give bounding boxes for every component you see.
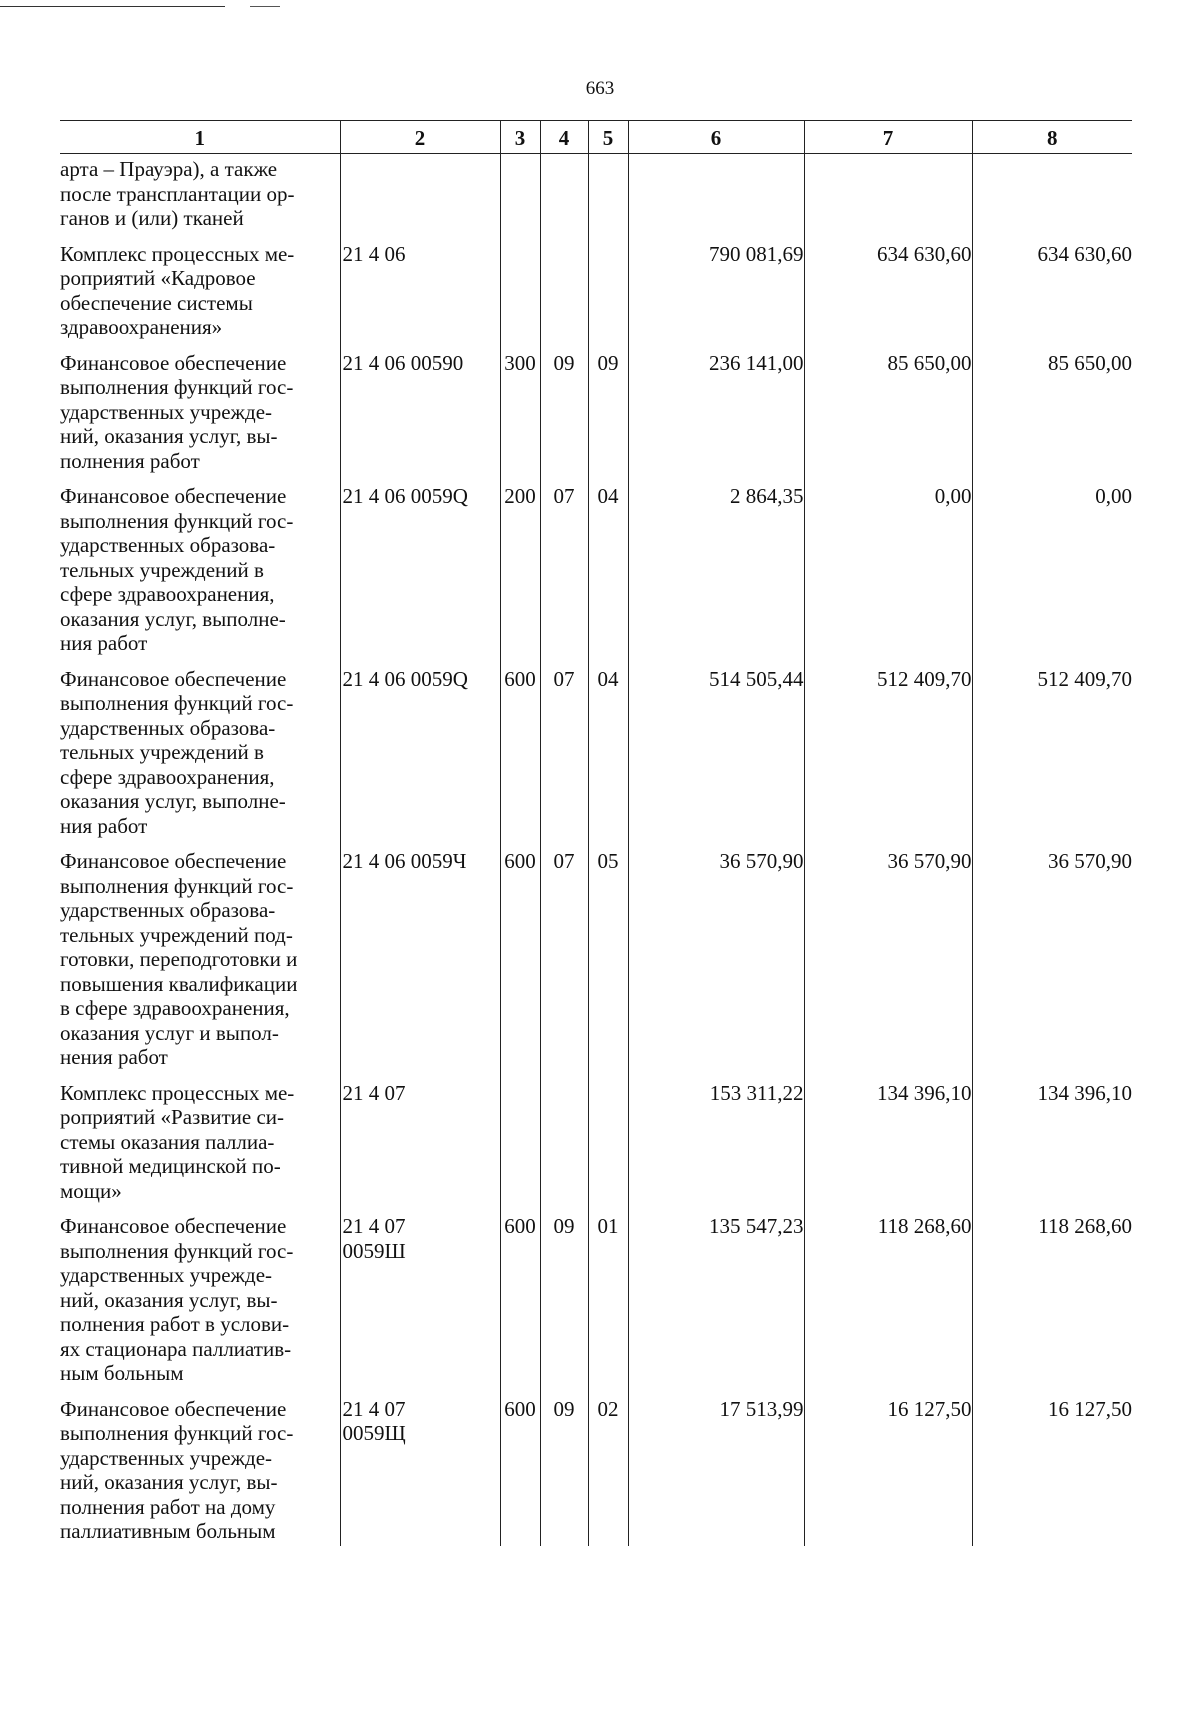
row-col5: 05 (588, 846, 628, 1078)
description-line: ным больным (60, 1361, 184, 1385)
row-col5: 04 (588, 664, 628, 847)
row-col7: 0,00 (804, 481, 972, 664)
row-col4: 07 (540, 846, 588, 1078)
row-code (340, 1211, 500, 1394)
description-line: оказания услуг, выполне- (60, 789, 286, 813)
table-row (60, 1394, 1132, 1546)
row-code (340, 481, 500, 664)
description-line: ния работ (60, 813, 148, 838)
row-col7: 36 570,90 (804, 846, 972, 1078)
row-col3: 200 (500, 481, 540, 664)
top-rule-short (250, 6, 280, 7)
column-header-6: 6 (628, 121, 804, 154)
description-line: Финансовое обеспечение (60, 666, 287, 691)
row-description (60, 348, 340, 482)
description-line: Комплекс процессных ме- (60, 1080, 295, 1105)
description-line: ния работ (60, 631, 148, 655)
description-line: в сфере здравоохранения, (60, 996, 290, 1020)
row-col4: 09 (540, 1211, 588, 1394)
row-col3: 600 (500, 846, 540, 1078)
row-col8: 16 127,50 (972, 1394, 1132, 1546)
row-col6: 153 311,22 (628, 1078, 804, 1212)
description-line: ударственных образова- (60, 533, 276, 557)
row-col4: 07 (540, 481, 588, 664)
description-line: тельных учреждений в (60, 557, 264, 582)
row-col3 (500, 154, 540, 239)
table-row (60, 239, 1132, 348)
row-col5: 02 (588, 1394, 628, 1546)
row-col4: 09 (540, 1394, 588, 1546)
description-line: ях стационара паллиатив- (60, 1336, 292, 1361)
code-line: 21 4 06 (342, 241, 406, 266)
row-col5: 04 (588, 481, 628, 664)
column-header-4: 4 (540, 121, 588, 154)
description-line: ний, оказания услуг, вы- (60, 424, 278, 448)
description-line: ний, оказания услуг, вы- (60, 1470, 278, 1494)
page-number: 663 (585, 78, 615, 99)
row-col6: 514 505,44 (628, 664, 804, 847)
row-description (60, 846, 340, 1078)
description-line: стемы оказания паллиа- (60, 1129, 275, 1154)
row-col8: 634 630,60 (972, 239, 1132, 348)
row-description (60, 1211, 340, 1394)
description-line: выполнения функций гос- (60, 873, 294, 898)
column-header-7: 7 (804, 121, 972, 154)
description-line: повышения квалификации (60, 971, 298, 996)
description-line: тельных учреждений в (60, 740, 264, 764)
description-line: тельных учреждений под- (60, 922, 293, 947)
code-line: 21 4 06 00590 (342, 350, 464, 375)
row-description (60, 1078, 340, 1212)
row-col6: 236 141,00 (628, 348, 804, 482)
column-header-1: 1 (60, 121, 340, 154)
description-line: выполнения функций гос- (60, 508, 294, 533)
description-line: тивной медицинской по- (60, 1154, 281, 1178)
row-col5: 09 (588, 348, 628, 482)
row-col4: 07 (540, 664, 588, 847)
row-col6: 2 864,35 (628, 481, 804, 664)
description-line: Комплекс процессных ме- (60, 241, 295, 266)
row-col8: 134 396,10 (972, 1078, 1132, 1212)
row-col4 (540, 154, 588, 239)
code-line: 0059Щ (342, 1421, 406, 1445)
row-col5 (588, 154, 628, 239)
row-description (60, 239, 340, 348)
row-col4 (540, 1078, 588, 1212)
description-line: полнения работ на дому (60, 1494, 276, 1519)
description-line: выполнения функций гос- (60, 1238, 294, 1263)
row-col6: 790 081,69 (628, 239, 804, 348)
column-header-2: 2 (340, 121, 500, 154)
description-line: Финансовое обеспечение (60, 849, 287, 873)
description-line: оказания услуг и выпол- (60, 1020, 279, 1045)
row-col6 (628, 154, 804, 239)
row-col7: 16 127,50 (804, 1394, 972, 1546)
row-col8: 118 268,60 (972, 1211, 1132, 1394)
description-line: роприятий «Кадровое (60, 266, 256, 290)
description-line: нения работ (60, 1045, 168, 1069)
code-line: 21 4 06 0059Q (342, 484, 468, 508)
row-col6: 17 513,99 (628, 1394, 804, 1546)
description-line: Финансовое обеспечение (60, 1396, 287, 1421)
row-col8: 36 570,90 (972, 846, 1132, 1078)
row-description (60, 481, 340, 664)
row-col8 (972, 154, 1132, 239)
description-line: выполнения функций гос- (60, 375, 294, 399)
description-line: ганов и (или) тканей (60, 206, 244, 230)
description-line: готовки, переподготовки и (60, 947, 298, 971)
row-code (340, 348, 500, 482)
row-description (60, 154, 340, 239)
code-line: 21 4 07 (342, 1396, 406, 1421)
row-code (340, 664, 500, 847)
row-col3: 600 (500, 1394, 540, 1546)
description-line: арта – Прауэра), а также (60, 157, 278, 181)
row-col5: 01 (588, 1211, 628, 1394)
description-line: полнения работ в услови- (60, 1312, 290, 1336)
description-line: ударственных образова- (60, 898, 276, 922)
table-row (60, 846, 1132, 1078)
table-row (60, 1211, 1132, 1394)
description-line: Финансовое обеспечение (60, 484, 287, 508)
row-code (340, 846, 500, 1078)
row-col8: 0,00 (972, 481, 1132, 664)
row-col6: 36 570,90 (628, 846, 804, 1078)
description-line: ударственных учрежде- (60, 1445, 273, 1470)
column-header-8: 8 (972, 121, 1132, 154)
description-line: ударственных образова- (60, 715, 276, 740)
description-line: Финансовое обеспечение (60, 1214, 287, 1238)
row-col7: 634 630,60 (804, 239, 972, 348)
row-description (60, 1394, 340, 1546)
description-line: полнения работ (60, 448, 200, 473)
column-header-5: 5 (588, 121, 628, 154)
column-header-3: 3 (500, 121, 540, 154)
description-line: мощи» (60, 1178, 122, 1203)
description-line: роприятий «Развитие си- (60, 1105, 285, 1129)
code-line: 21 4 06 0059Ч (342, 849, 467, 873)
description-line: выполнения функций гос- (60, 1421, 294, 1445)
description-line: ударственных учрежде- (60, 1263, 273, 1287)
description-line: здравоохранения» (60, 315, 223, 339)
table-row (60, 348, 1132, 482)
code-line: 0059Ш (342, 1238, 406, 1263)
row-col3: 600 (500, 1211, 540, 1394)
description-line: ударственных учрежде- (60, 399, 273, 424)
description-line: сфере здравоохранения, (60, 764, 275, 789)
row-col3 (500, 239, 540, 348)
row-col8: 512 409,70 (972, 664, 1132, 847)
description-line: выполнения функций гос- (60, 691, 294, 715)
row-col3: 600 (500, 664, 540, 847)
row-col8: 85 650,00 (972, 348, 1132, 482)
table-row (60, 154, 1132, 239)
row-description (60, 664, 340, 847)
description-line: оказания услуг, выполне- (60, 606, 286, 631)
row-col7 (804, 154, 972, 239)
description-line: сфере здравоохранения, (60, 582, 275, 606)
description-line: Финансовое обеспечение (60, 350, 287, 375)
table-header-row (60, 121, 1132, 154)
code-line: 21 4 06 0059Q (342, 666, 468, 691)
row-code (340, 1394, 500, 1546)
description-line: паллиативным больным (60, 1519, 276, 1543)
row-col7: 85 650,00 (804, 348, 972, 482)
top-rule (0, 6, 225, 7)
row-col3 (500, 1078, 540, 1212)
table-row (60, 481, 1132, 664)
row-col3: 300 (500, 348, 540, 482)
row-col5 (588, 1078, 628, 1212)
code-line: 21 4 07 (342, 1214, 406, 1238)
row-col7: 134 396,10 (804, 1078, 972, 1212)
description-line: ний, оказания услуг, вы- (60, 1287, 278, 1312)
row-col7: 118 268,60 (804, 1211, 972, 1394)
row-code (340, 239, 500, 348)
table-row (60, 664, 1132, 847)
row-col5 (588, 239, 628, 348)
row-col7: 512 409,70 (804, 664, 972, 847)
row-col4 (540, 239, 588, 348)
budget-table (60, 120, 1132, 1546)
code-line: 21 4 07 (342, 1080, 406, 1105)
row-code (340, 154, 500, 239)
description-line: обеспечение системы (60, 290, 253, 315)
row-col6: 135 547,23 (628, 1211, 804, 1394)
table-row (60, 1078, 1132, 1212)
row-code (340, 1078, 500, 1212)
row-col4: 09 (540, 348, 588, 482)
description-line: после трансплантации ор- (60, 181, 295, 206)
